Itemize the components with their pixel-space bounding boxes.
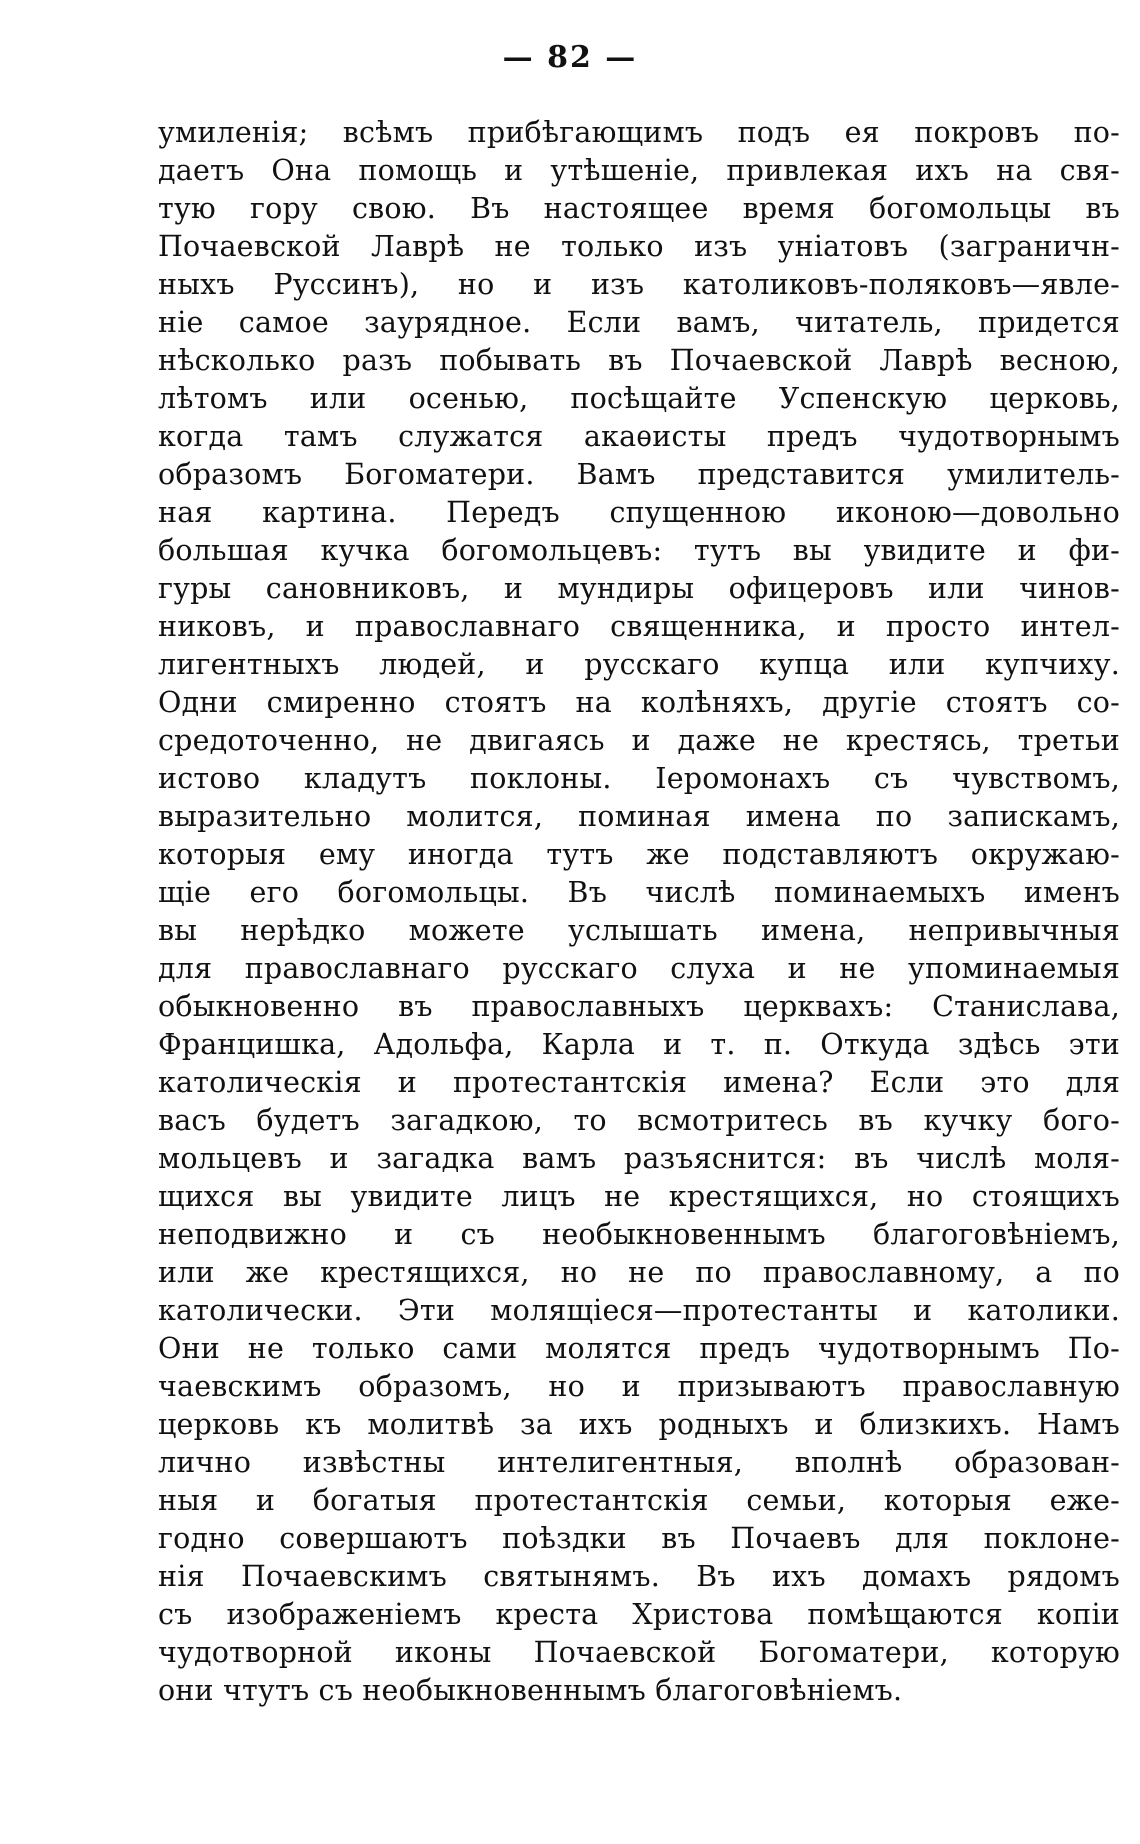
text-line: гуры сановниковъ, и мундиры офицеровъ или чинов-: [158, 572, 1120, 605]
text-line: вы нерѣдко можете услышать имена, непривычныя: [158, 914, 1120, 947]
text-line: большая кучка богомольцевъ: тутъ вы увидите и фи-: [158, 534, 1120, 567]
text-line: католическія и протестантскія имена? Если это для: [158, 1066, 1120, 1099]
text-line: которыя ему иногда тутъ же подставляютъ окружаю-: [158, 838, 1120, 871]
text-line: они чтутъ съ необыкновеннымъ благоговѣніемъ.: [158, 1674, 903, 1707]
text-line: или же крестящихся, но не по православному, а по: [158, 1256, 1120, 1289]
text-line: обыкновенно въ православныхъ церквахъ: Станислава,: [158, 990, 1120, 1023]
text-line: щіе его богомольцы. Въ числѣ поминаемыхъ именъ: [158, 876, 1120, 909]
text-line: образомъ Богоматери. Вамъ представится умилитель-: [158, 458, 1120, 491]
text-line: съ изображеніемъ креста Христова помѣщаются копіи: [158, 1598, 1120, 1631]
text-line: никовъ, и православнаго священника, и просто интел-: [158, 610, 1120, 643]
body-text: [158, 114, 1120, 1710]
text-line: ная картина. Передъ спущенною иконою—довольно: [158, 496, 1120, 529]
text-line: выразительно молится, поминая имена по запискамъ,: [158, 800, 1120, 833]
text-line: Почаевской Лаврѣ не только изъ уніатовъ (заграничн-: [158, 230, 1120, 263]
text-line: для православнаго русскаго слуха и не упоминаемыя: [158, 952, 1120, 985]
text-line: лично извѣстны интелигентныя, вполнѣ образован-: [158, 1446, 1120, 1479]
text-line: лигентныхъ людей, и русскаго купца или купчиху.: [158, 648, 1120, 681]
text-line: Они не только сами молятся предъ чудотворнымъ По-: [158, 1332, 1120, 1365]
text-line: чудотворной иконы Почаевской Богоматери, которую: [158, 1636, 1120, 1669]
text-line: истово кладутъ поклоны. Іеромонахъ съ чувствомъ,: [158, 762, 1120, 795]
page-number: — 82 —: [502, 40, 638, 75]
text-line: щихся вы увидите лицъ не крестящихся, но стоящихъ: [158, 1180, 1120, 1213]
text-line: чаевскимъ образомъ, но и призываютъ православную: [158, 1370, 1120, 1403]
text-line: ныхъ Руссинъ), но и изъ католиковъ-поляковъ—явле-: [158, 268, 1120, 301]
text-line: умиленія; всѣмъ прибѣгающимъ подъ ея покровъ по-: [158, 116, 1120, 149]
text-line: неподвижно и съ необыкновеннымъ благоговѣніемъ,: [158, 1218, 1120, 1251]
text-line: лѣтомъ или осенью, посѣщайте Успенскую церковь,: [158, 382, 1120, 415]
text-line: ныя и богатыя протестантскія семьи, которыя еже-: [158, 1484, 1120, 1517]
text-line: нѣсколько разъ побывать въ Почаевской Лаврѣ весною,: [158, 344, 1120, 377]
text-line: годно совершаютъ поѣздки въ Почаевъ для поклоне-: [158, 1522, 1120, 1555]
text-line: когда тамъ служатся акаѳисты предъ чудотворнымъ: [158, 420, 1120, 453]
text-line: католически. Эти молящіеся—протестанты и католики.: [158, 1294, 1120, 1327]
text-line: тую гору свою. Въ настоящее время богомольцы въ: [158, 192, 1120, 225]
text-line: нія Почаевскимъ святынямъ. Въ ихъ домахъ рядомъ: [158, 1560, 1120, 1593]
text-line: ніе самое заурядное. Если вамъ, читатель, придется: [158, 306, 1120, 339]
text-line: Францишка, Адольфа, Карла и т. п. Откуда здѣсь эти: [158, 1028, 1120, 1061]
text-line: мольцевъ и загадка вамъ разъяснится: въ числѣ моля-: [158, 1142, 1120, 1175]
text-line: церковь къ молитвѣ за ихъ родныхъ и близкихъ. Намъ: [158, 1408, 1120, 1441]
text-line: даетъ Она помощь и утѣшеніе, привлекая ихъ на свя-: [158, 154, 1120, 187]
text-line: средоточенно, не двигаясь и даже не крестясь, третьи: [158, 724, 1120, 757]
text-line: Одни смиренно стоятъ на колѣняхъ, другіе стоятъ со-: [158, 686, 1120, 719]
text-line: васъ будетъ загадкою, то всмотритесь въ кучку бого-: [158, 1104, 1120, 1137]
